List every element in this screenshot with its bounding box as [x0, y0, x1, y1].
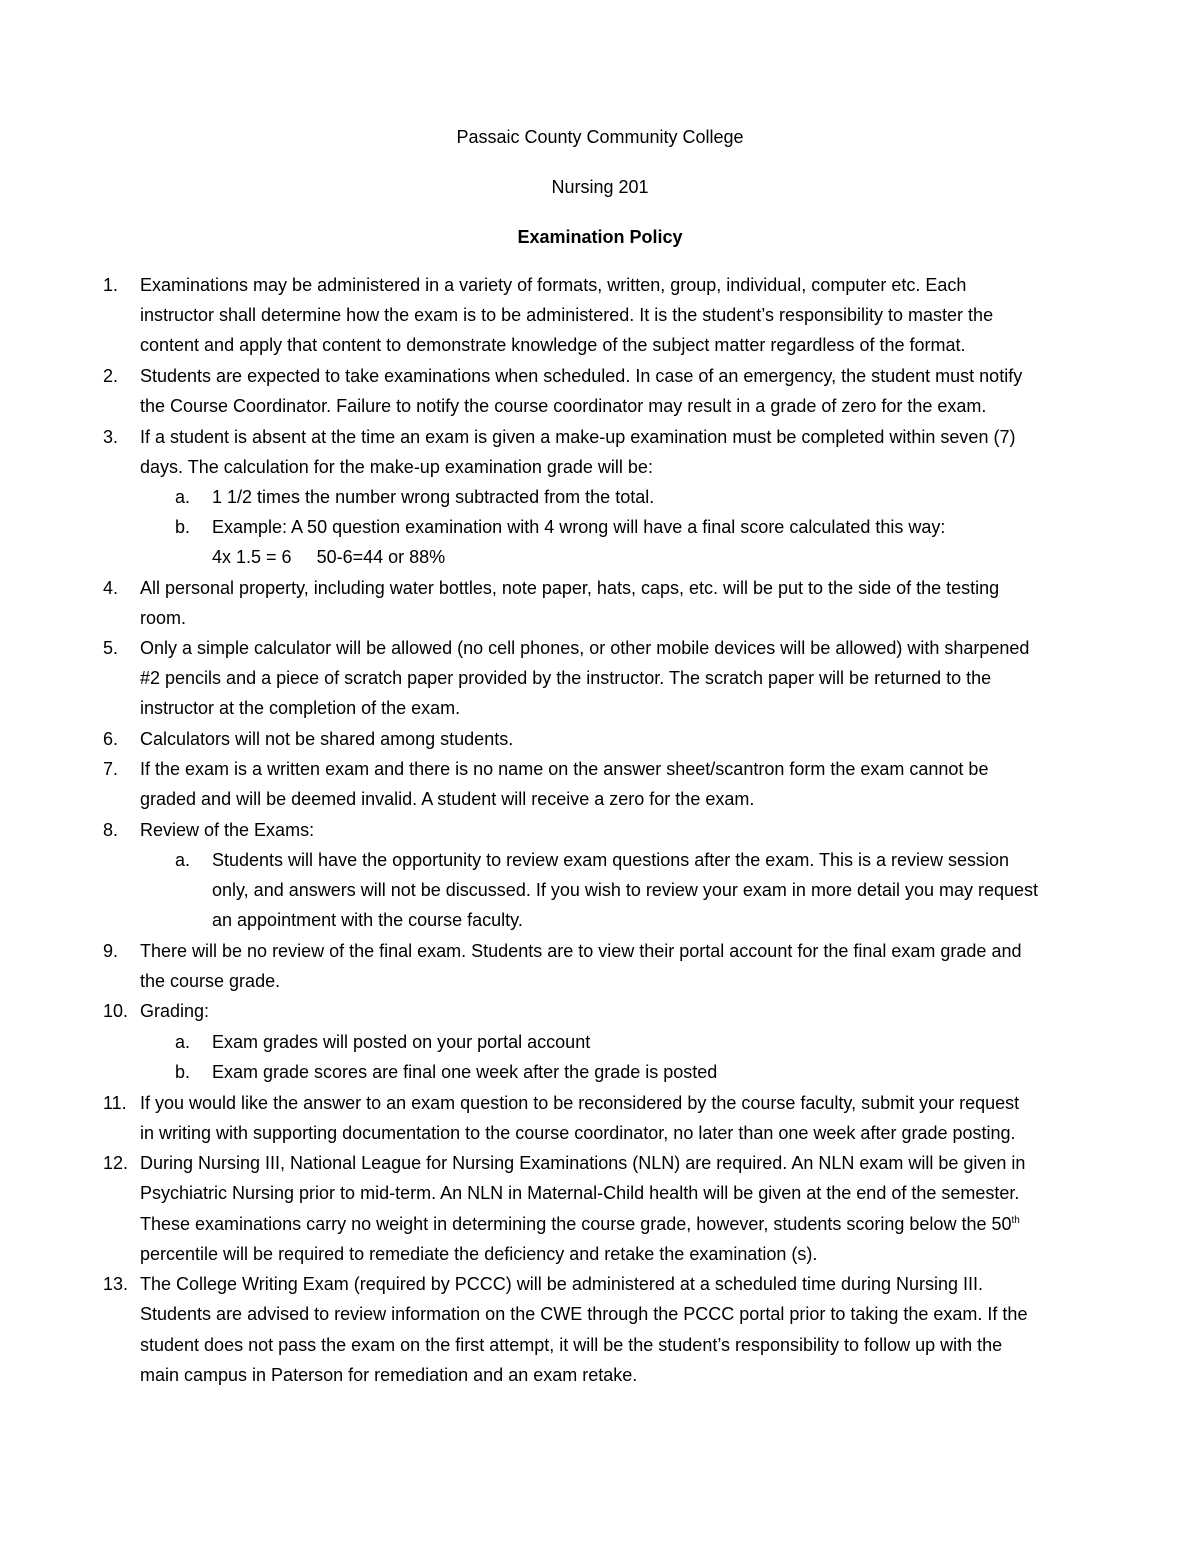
sub-item-letter: a.: [175, 850, 191, 870]
item-text: student does not pass the exam on the first attempt, it will be the student’s responsibility to follow up with the: [140, 1335, 1003, 1355]
item-number: 7.: [103, 759, 119, 779]
item-text: percentile will be required to remediate the deficiency and retake the examination (s).: [140, 1244, 818, 1264]
item-number: 1.: [103, 275, 119, 295]
sub-item-text: 1 1/2 times the number wrong subtracted from the total.: [212, 487, 655, 507]
item-text: room.: [140, 608, 187, 628]
item-text: All personal property, including water bottles, note paper, hats, caps, etc. will be put to the side of the testing: [140, 578, 1000, 598]
item-text: instructor shall determine how the exam is to be administered. It is the student’s responsibility to master the: [140, 305, 994, 325]
item-number: 11.: [103, 1093, 127, 1113]
item-number: 13.: [103, 1274, 129, 1294]
item-text: Only a simple calculator will be allowed (no cell phones, or other mobile devices will be allowed) with sharpened: [140, 638, 1030, 658]
sub-item-text: Exam grades will posted on your portal account: [212, 1032, 591, 1052]
item-text: main campus in Paterson for remediation and an exam retake.: [140, 1365, 638, 1385]
sub-item-text: Example: A 50 question examination with 4 wrong will have a final score calculated this way:: [212, 517, 946, 537]
item-text: content and apply that content to demonstrate knowledge of the subject matter regardless of the format.: [140, 335, 966, 355]
sub-item-letter: a.: [175, 1032, 191, 1052]
item-number: 2.: [103, 366, 119, 386]
superscript-th: th: [1011, 1215, 1020, 1226]
sub-item-text: Students will have the opportunity to review exam questions after the exam. This is a review session: [212, 850, 1010, 870]
item-text: instructor at the completion of the exam.: [140, 698, 461, 718]
item-text: the Course Coordinator. Failure to notify the course coordinator may result in a grade of zero for the exam.: [140, 396, 987, 416]
item-text: Students are advised to review information on the CWE through the PCCC portal prior to taking the exam. If the: [140, 1304, 1028, 1324]
item-number: 6.: [103, 729, 119, 749]
item-number: 9.: [103, 941, 119, 961]
sub-item-text: an appointment with the course faculty.: [212, 910, 523, 930]
item-text: The College Writing Exam (required by PCCC) will be administered at a scheduled time during Nursing III.: [140, 1274, 984, 1294]
item-number: 12.: [103, 1153, 129, 1173]
sub-item-letter: b.: [175, 517, 191, 537]
item-number: 10.: [103, 1001, 129, 1021]
sub-item-letter: a.: [175, 487, 191, 507]
sub-item-text: Exam grade scores are final one week after the grade is posted: [212, 1062, 718, 1082]
college-name: Passaic County Community College: [456, 127, 744, 147]
item-text: Review of the Exams:: [140, 820, 315, 840]
item-text: Grading:: [140, 1001, 210, 1021]
item-text: Students are expected to take examinations when scheduled. In case of an emergency, the student must notify: [140, 366, 1023, 386]
course-name: Nursing 201: [551, 177, 649, 197]
item-text: These examinations carry no weight in determining the course grade, however, students scoring below the 50: [140, 1214, 1012, 1234]
item-text: #2 pencils and a piece of scratch paper provided by the instructor. The scratch paper will be returned to the: [140, 668, 992, 688]
item-text: If a student is absent at the time an exam is given a make-up examination must be completed within seven (7): [140, 427, 1016, 447]
item-number: 5.: [103, 638, 119, 658]
item-text: graded and will be deemed invalid. A student will receive a zero for the exam.: [140, 789, 755, 809]
item-text: During Nursing III, National League for Nursing Examinations (NLN) are required. An NLN exam will be given in: [140, 1153, 1026, 1173]
item-text: in writing with supporting documentation to the course coordinator, no later than one week after grade posting.: [140, 1123, 1016, 1143]
item-number: 3.: [103, 427, 119, 447]
item-text: Examinations may be administered in a variety of formats, written, group, individual, computer etc. Each: [140, 275, 967, 295]
item-text: the course grade.: [140, 971, 281, 991]
sub-item-text: 4x 1.5 = 6 50-6=44 or 88%: [212, 547, 446, 567]
item-number: 4.: [103, 578, 119, 598]
item-text-with-superscript: [140, 1209, 1020, 1239]
item-text: Psychiatric Nursing prior to mid-term. An NLN in Maternal-Child health will be given at the end of the semester.: [140, 1183, 1020, 1203]
item-number: 8.: [103, 820, 119, 840]
item-text: days. The calculation for the make-up examination grade will be:: [140, 457, 653, 477]
item-text: If the exam is a written exam and there is no name on the answer sheet/scantron form the exam cannot be: [140, 759, 989, 779]
sub-item-letter: b.: [175, 1062, 191, 1082]
item-text: There will be no review of the final exam. Students are to view their portal account for the final exam grade and: [140, 941, 1022, 961]
item-text: If you would like the answer to an exam question to be reconsidered by the course faculty, submit your request: [140, 1093, 1020, 1113]
sub-item-text: only, and answers will not be discussed. If you wish to review your exam in more detail you may request: [212, 880, 1039, 900]
page-title: Examination Policy: [517, 227, 683, 247]
item-text: Calculators will not be shared among students.: [140, 729, 514, 749]
